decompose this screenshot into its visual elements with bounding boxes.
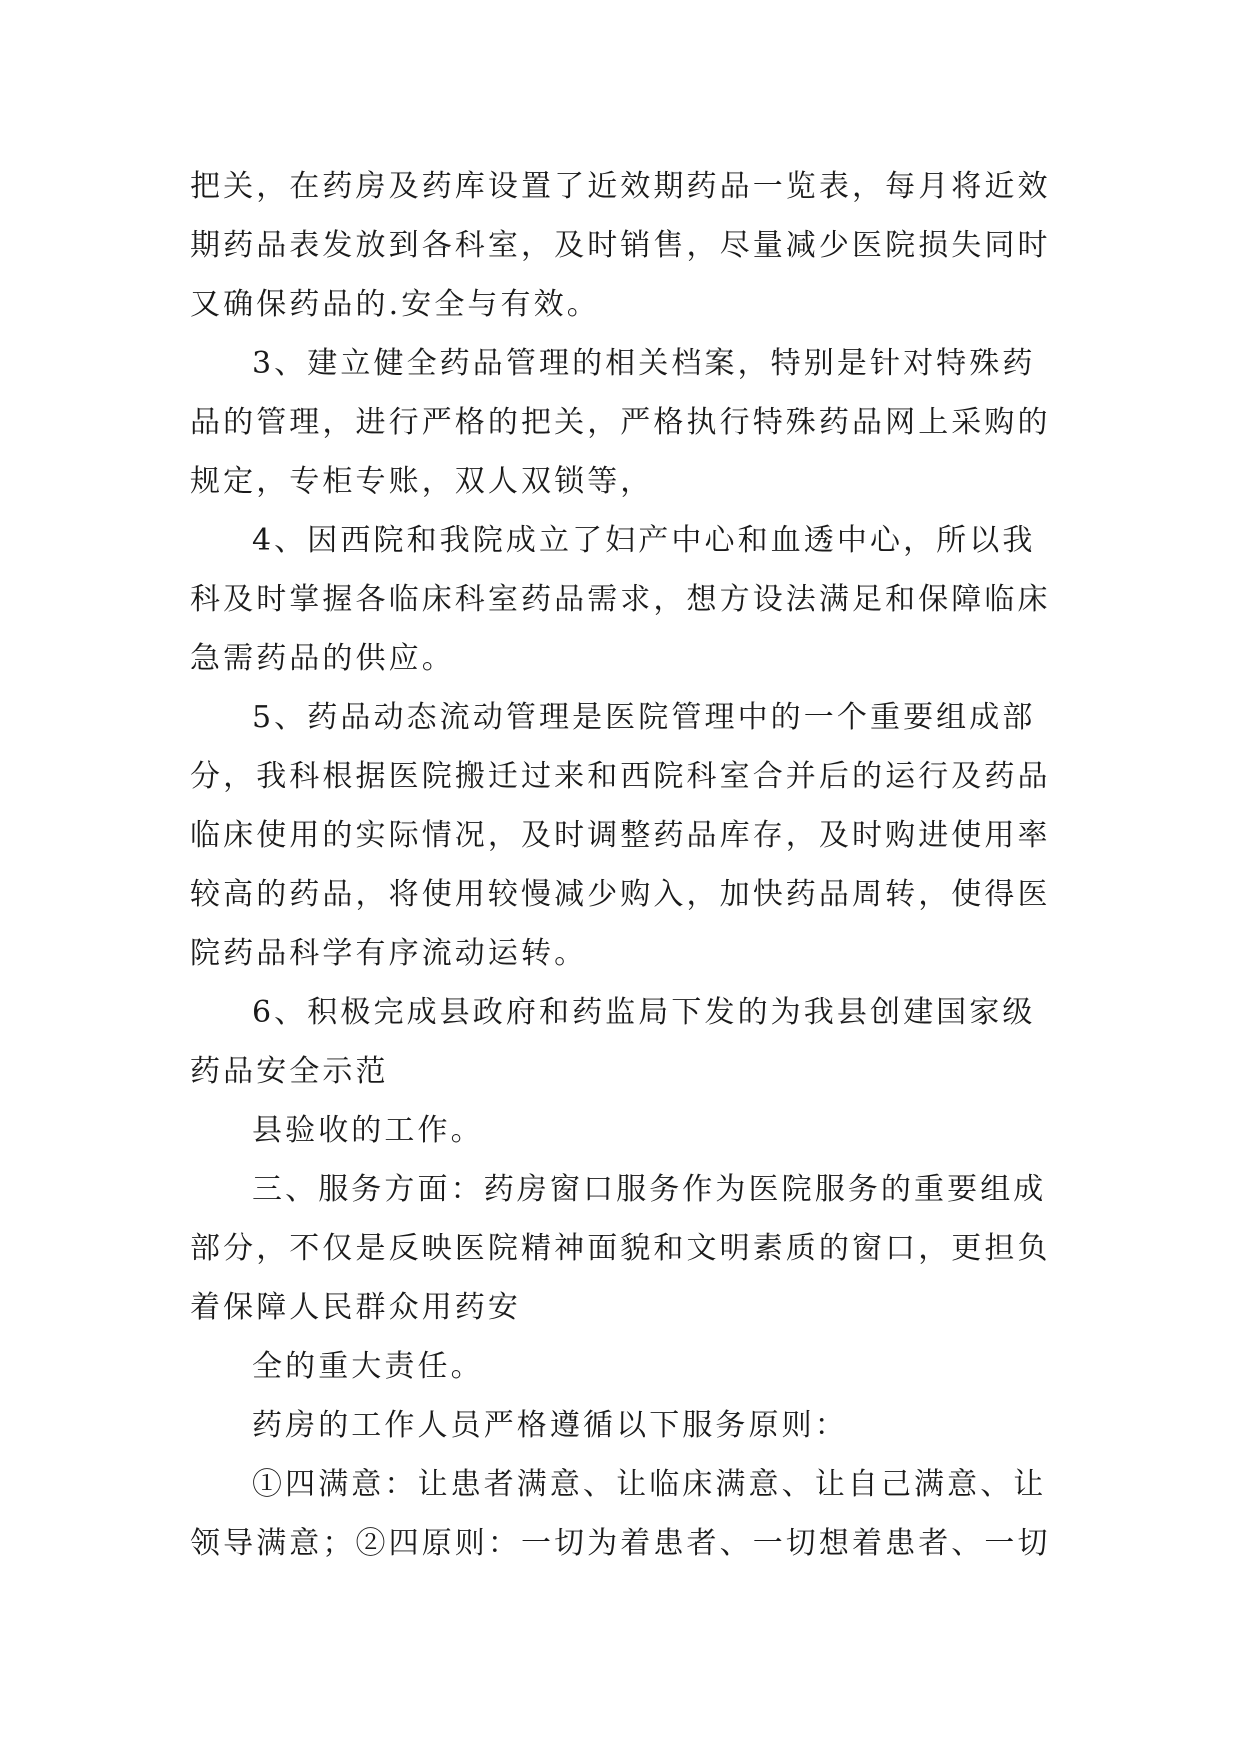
text-line: 6、积极完成县政府和药监局下发的为我县创建国家级 — [252, 995, 1036, 1030]
text-line: 分，我科根据医院搬迁过来和西院科室合并后的运行及药品 — [190, 759, 1051, 794]
text-line: 急需药品的供应。 — [190, 641, 455, 676]
text-line: 较高的药品，将使用较慢减少购入，加快药品周转，使得医 — [190, 877, 1051, 912]
text-line: 领导满意；②四原则：一切为着患者、一切想着患者、一切 — [190, 1526, 1051, 1561]
text-line: 全的重大责任。 — [252, 1349, 484, 1384]
text-line: 临床使用的实际情况，及时调整药品库存，及时购进使用率 — [190, 818, 1051, 853]
text-line: 5、药品动态流动管理是医院管理中的一个重要组成部 — [252, 700, 1036, 735]
text-line: 药房的工作人员严格遵循以下服务原则： — [252, 1408, 848, 1443]
text-line: 着保障人民群众用药安 — [190, 1290, 521, 1325]
text-line: 又确保药品的.安全与有效。 — [190, 287, 600, 322]
text-line: ①四满意：让患者满意、让临床满意、让自己满意、让 — [252, 1467, 1047, 1502]
text-line: 期药品表发放到各科室，及时销售，尽量减少医院损失同时 — [190, 228, 1051, 263]
text-line: 科及时掌握各临床科室药品需求，想方设法满足和保障临床 — [190, 582, 1051, 617]
text-line: 把关，在药房及药库设置了近效期药品一览表，每月将近效 — [190, 169, 1051, 204]
text-line: 三、服务方面：药房窗口服务作为医院服务的重要组成 — [252, 1172, 1047, 1207]
text-line: 部分，不仅是反映医院精神面貌和文明素质的窗口，更担负 — [190, 1231, 1051, 1266]
text-line: 县验收的工作。 — [252, 1113, 484, 1148]
text-line: 4、因西院和我院成立了妇产中心和血透中心，所以我 — [252, 523, 1036, 558]
document-body — [190, 157, 1050, 1573]
text-line: 品的管理，进行严格的把关，严格执行特殊药品网上采购的 — [190, 405, 1051, 440]
text-line: 3、建立健全药品管理的相关档案，特别是针对特殊药 — [252, 346, 1036, 381]
text-line: 药品安全示范 — [190, 1054, 389, 1089]
text-line: 规定，专柜专账，双人双锁等， — [190, 464, 654, 499]
text-line: 院药品科学有序流动运转。 — [190, 936, 588, 971]
